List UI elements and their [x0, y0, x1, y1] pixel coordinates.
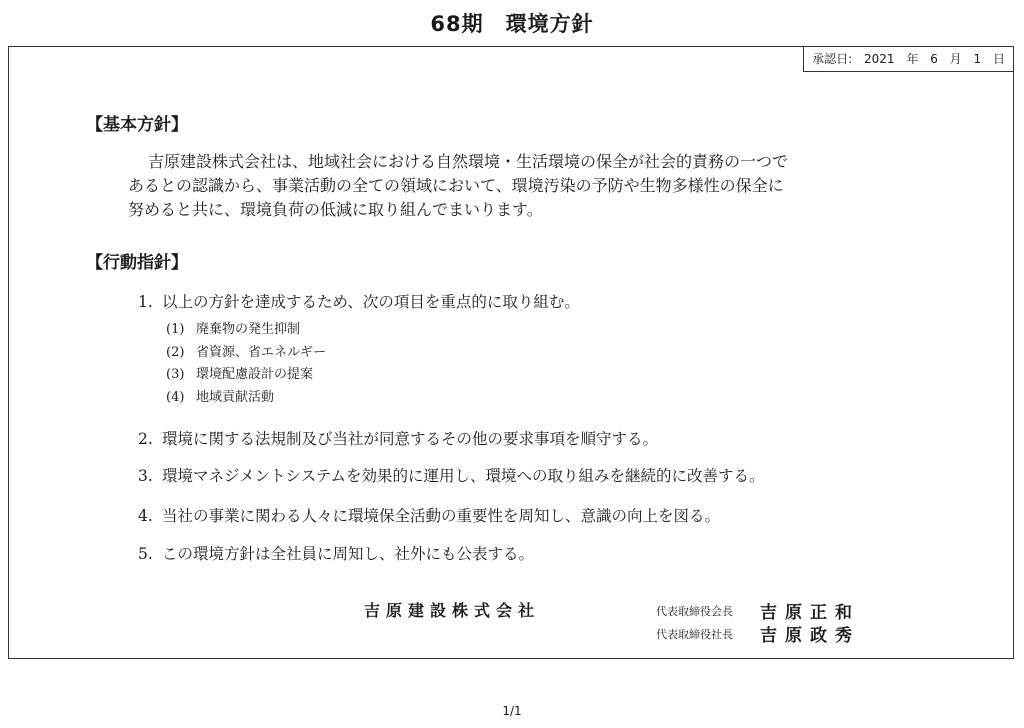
representative-name: 吉原正和 — [760, 603, 860, 623]
subitem-text: 省資源、省エネルギー — [196, 344, 327, 360]
basic-policy-line: 吉原建設株式会社は、地域社会における自然環境・生活環境の保全が社会的責務の一つで — [148, 152, 789, 171]
guideline-item — [138, 464, 765, 486]
approval-year-unit: 年 — [906, 52, 919, 66]
subitem-number: (4) — [166, 389, 185, 405]
company-name: 吉原建設株式会社 — [364, 601, 541, 620]
subitem-number: (2) — [166, 344, 185, 360]
approval-year: 2021 — [863, 52, 895, 66]
subitem-text: 地域貢献活動 — [196, 389, 275, 405]
guideline-text: 当社の事業に関わる人々に環境保全活動の重要性を周知し、意識の向上を図る。 — [162, 507, 721, 525]
guideline-item — [138, 504, 720, 526]
guideline-text: 環境マネジメントシステムを効果的に運用し、環境への取り組みを継続的に改善する。 — [162, 467, 765, 485]
guideline-text: 環境に関する法規制及び当社が同意するその他の要求事項を順守する。 — [162, 430, 659, 448]
subitem — [166, 319, 326, 342]
guideline-subitems — [166, 319, 326, 409]
subitem — [166, 387, 326, 410]
document-frame — [8, 46, 1014, 659]
basic-policy-text — [128, 150, 868, 222]
guideline-item — [138, 290, 580, 312]
subitem-number: (3) — [166, 367, 185, 382]
representative-chairman — [656, 598, 860, 623]
action-guidelines-heading: 【行動指針】 — [86, 253, 188, 273]
basic-policy-heading: 【基本方針】 — [86, 115, 188, 135]
guideline-text: 以上の方針を達成するため、次の項目を重点的に取り組む。 — [162, 293, 580, 311]
representative-president — [656, 621, 860, 646]
basic-policy-line: 努めると共に、環境負荷の低減に取り組んでまいります。 — [128, 200, 543, 219]
guideline-number: 1. — [138, 293, 153, 311]
approval-date — [803, 47, 1013, 72]
guideline-number: 4. — [138, 507, 153, 525]
approval-day-unit: 日 — [992, 52, 1005, 66]
page-number: 1/1 — [502, 704, 522, 718]
subitem — [166, 364, 326, 387]
representative-role: 代表取締役会長 — [656, 604, 733, 618]
subitem-text: 環境配慮設計の提案 — [196, 367, 314, 382]
approval-month: 6 — [930, 52, 938, 66]
representative-name: 吉原政秀 — [760, 626, 860, 646]
subitem-number: (1) — [166, 322, 185, 337]
basic-policy-line: あるとの認識から、事業活動の全ての領域において、環境汚染の予防や生物多様性の保全に — [128, 176, 784, 195]
subitem-text: 廃棄物の発生抑制 — [196, 322, 301, 337]
guideline-number: 3. — [138, 467, 153, 485]
guideline-number: 2. — [138, 430, 153, 448]
guideline-item — [138, 427, 658, 449]
subitem — [166, 342, 326, 365]
representative-role: 代表取締役社長 — [656, 627, 733, 641]
document-title: 68期 環境方針 — [430, 12, 594, 36]
approval-month-unit: 月 — [949, 52, 962, 66]
approval-label: 承認日: — [812, 52, 853, 66]
approval-day: 1 — [973, 52, 982, 66]
guideline-item — [138, 542, 534, 564]
guideline-number: 5. — [138, 545, 153, 563]
guideline-text: この環境方針は全社員に周知し、社外にも公表する。 — [162, 545, 535, 563]
